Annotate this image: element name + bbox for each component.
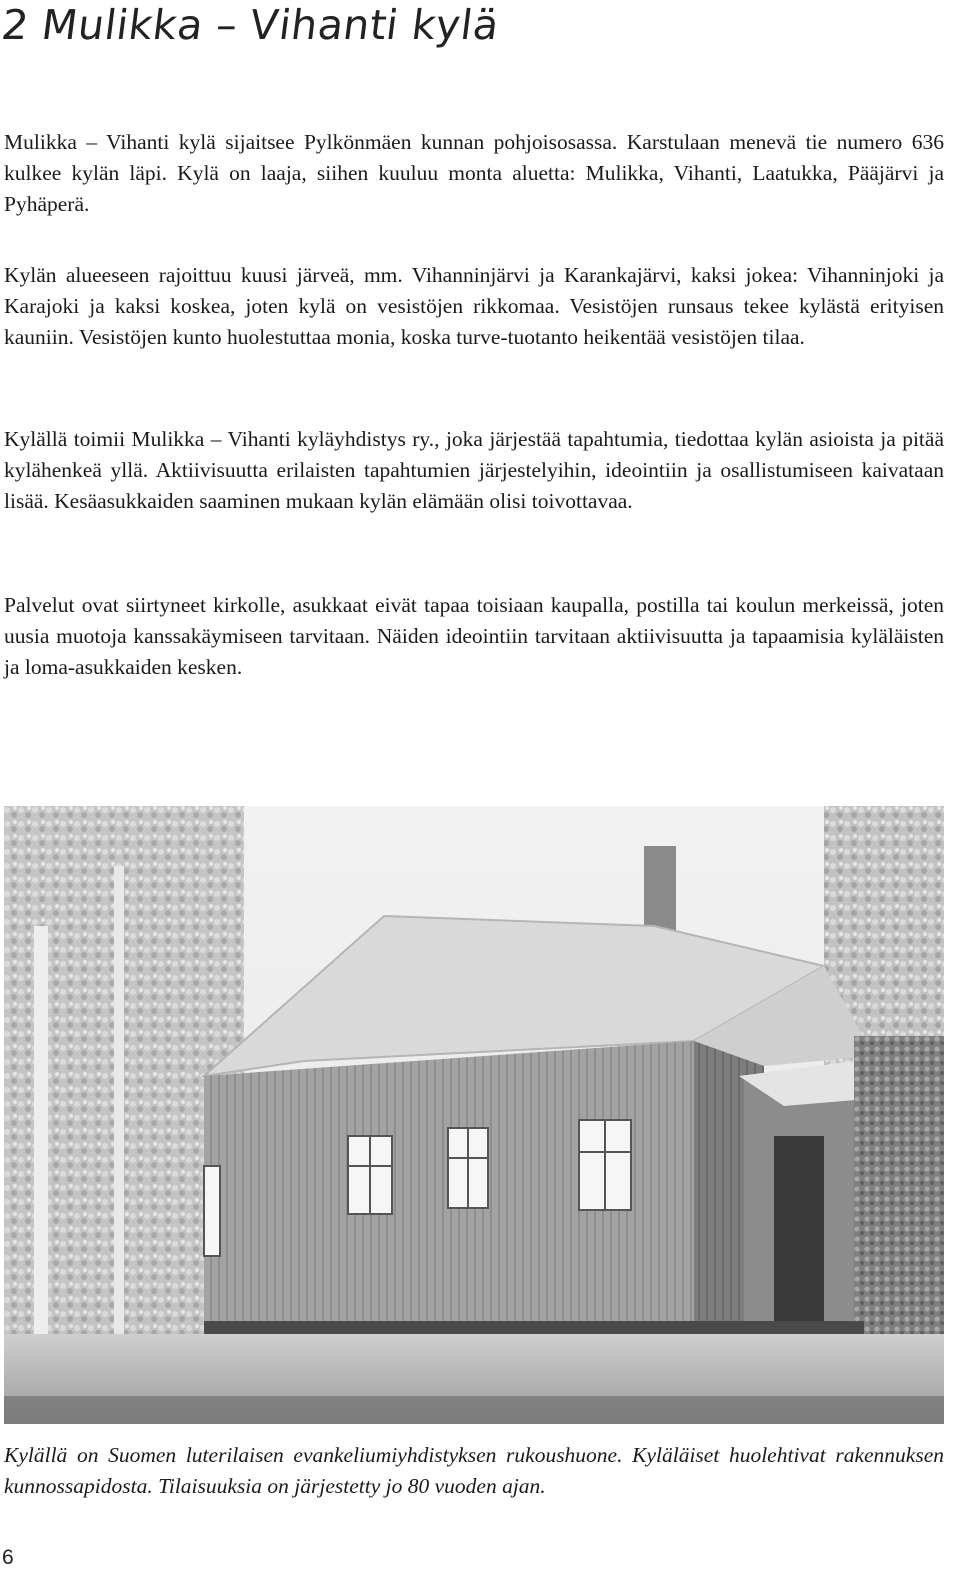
paragraph-services: Palvelut ovat siirtyneet kirkolle, asukkaat eivät tapaa toisiaan kaupalla, postilla tai koulun merkeissä, joten uusia muotoja kanssakäymiseen tarvitaan. Näiden ideointiin tarvitaan aktiivisuutta ja tapaamisia kyläläisten ja loma-asukkaiden kesken. (4, 593, 944, 679)
chapter-heading: 2 Mulikka – Vihanti kylä (0, 1, 500, 49)
paragraph-intro: Mulikka – Vihanti kylä sijaitsee Pylkönmäen kunnan pohjoisosassa. Karstulaan menevä tie numero 636 kulkee kylän läpi. Kylä on laaja, siihen kuuluu monta aluetta: Mulikka, Vihanti, Laatukka, Pääjärvi ja Pyhäperä. (4, 130, 944, 216)
prayer-house-photo (4, 806, 944, 1424)
paragraph-waters: Kylän alueeseen rajoittuu kuusi järveä, mm. Vihanninjärvi ja Karankajärvi, kaksi jokea: Vihanninjoki ja Karajoki ja kaksi koskea, joten kylä on vesistöjen rikkomaa. Vesistöjen runsaus tekee kylästä erityisen kauniin. Vesistöjen kunto huolestuttaa monia, koska turve-tuotanto heikentää vesistöjen tilaa. (4, 263, 944, 349)
photo-caption: Kylällä on Suomen luterilaisen evankeliumiyhdistyksen rukoushuone. Kyläläiset huolehtivat rakennuksen kunnossapidosta. Tilaisuuksia on järjestetty jo 80 vuoden ajan. (4, 1443, 944, 1498)
page-number: 6 (2, 1546, 14, 1569)
paragraph-association: Kylällä toimii Mulikka – Vihanti kyläyhdistys ry., joka järjestää tapahtumia, tiedottaa kylän asioista ja pitää kylähenkeä yllä. Aktiivisuutta erilaisten tapahtumien järjestelyihin, ideointiin ja osallistumiseen kaivataan lisää. Kesäasukkaiden saaminen mukaan kylän elämään olisi toivottavaa. (4, 427, 944, 513)
